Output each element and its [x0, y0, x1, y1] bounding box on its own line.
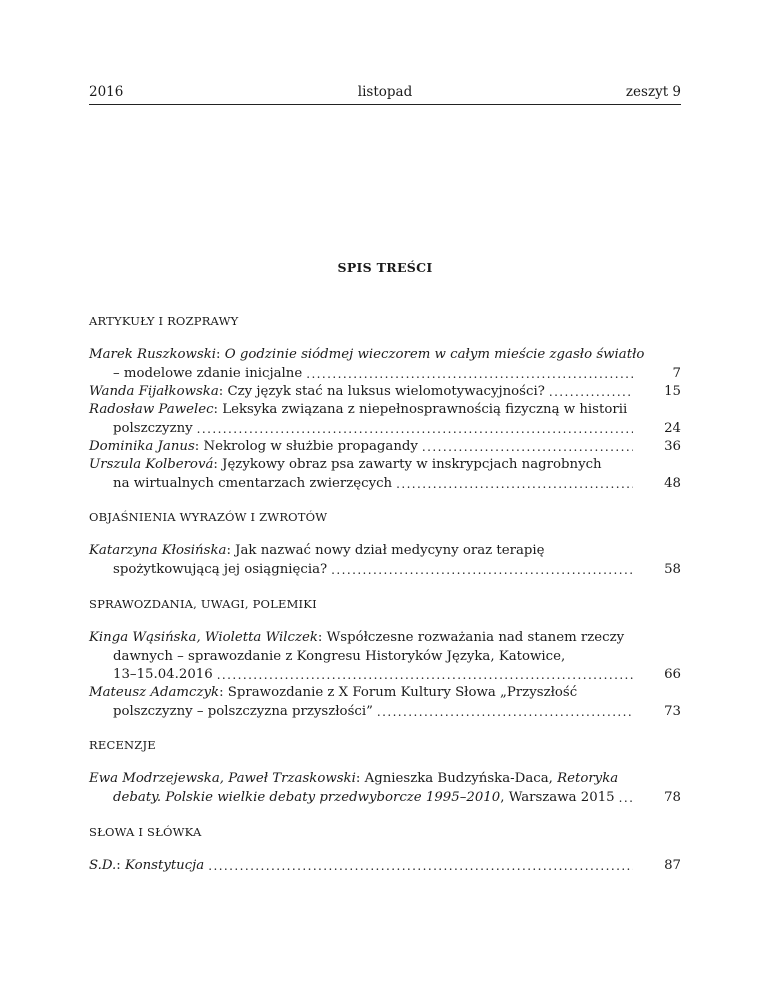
entry-author: Dominika Janus [89, 439, 195, 454]
entry-title-cont: – modelowe zdanie inicjalne [113, 365, 303, 381]
entry-title: Współczesne rozważania nad stanem rzeczy [326, 630, 625, 645]
entry-author: Katarzyna Kłosińska [89, 543, 227, 558]
entry-author: Marek Ruszkowski [89, 347, 217, 362]
entry-page: 66 [664, 667, 681, 682]
entry-page: 48 [664, 475, 681, 491]
entry-author: Urszula Kolberová [89, 457, 214, 472]
toc-entry[interactable]: Mateusz Adamczyk: Sprawozdanie z X Forum Kultury Słowa „Przyszłość polszczyzny – polszczyzna przyszłości” . . . 73 [89, 684, 681, 721]
entry-page: 15 [664, 384, 681, 399]
leader-dots [422, 438, 633, 457]
leader-dots [331, 561, 633, 580]
entry-author: Wanda Fijałkowska [89, 384, 219, 399]
entry-page: 73 [664, 703, 681, 719]
section-heading-articles: ARTYKUŁY I ROZPRAWY [89, 314, 239, 328]
entry-author: S.D. [89, 858, 117, 873]
entry-title-cont: na wirtualnych cmentarzach zwierzęcych [113, 475, 393, 491]
entry-title-italic: debaty. Polskie wielkie debaty przedwyborcze 1995–2010 [113, 789, 501, 805]
entry-title-cont: dawnych – sprawozdanie z Kongresu Historyków Języka, Katowice, [113, 648, 566, 664]
entry-page: 24 [664, 420, 681, 436]
entry-title: Konstytucja [125, 858, 205, 873]
leader-dots [197, 420, 633, 439]
entry-title: O godzinie siódmej wieczorem w całym mieście zgasło światło [224, 347, 645, 362]
toc-entry[interactable]: Radosław Pawelec: Leksyka związana z niepełnosprawnością fizyczną w historii polszczyzny . . . 24 [89, 401, 681, 438]
leader-dots [306, 365, 633, 384]
entry-author: Ewa Modrzejewska, Paweł Trzaskowski [89, 771, 356, 786]
entry-title: Czy język stać na luksus wielomotywacyjności? [227, 384, 545, 399]
leader-dots [217, 666, 633, 685]
section-heading-reviews: RECENZJE [89, 738, 156, 752]
toc-entry[interactable]: Dominika Janus: Nekrolog w służbie propagandy . . . 36 [89, 438, 681, 457]
entry-title-cont: , Warszawa 2015 [500, 789, 615, 805]
header-month: listopad [357, 84, 413, 100]
entry-title: Nekrolog w służbie propagandy [203, 439, 418, 454]
entry-title-italic: Retoryka [557, 771, 619, 786]
toc-entry[interactable]: Ewa Modrzejewska, Paweł Trzaskowski: Agnieszka Budzyńska-Daca, Retoryka debaty. Polskie wielkie debaty przedwyborcze 1995–2010, Warszawa 2015 . . . 78 [89, 770, 681, 807]
entry-page: 78 [664, 789, 681, 805]
entry-title-cont: 13–15.04.2016 [113, 667, 213, 682]
entry-title-cont: polszczyzny – polszczyzna przyszłości” [113, 703, 373, 719]
section-heading-explanations: OBJAŚNIENIA WYRAZÓW I ZWROTÓW [89, 510, 328, 524]
header-year: 2016 [89, 84, 124, 100]
leader-dots [208, 857, 633, 876]
entry-title-cont: polszczyzny [113, 420, 193, 436]
entry-author: Mateusz Adamczyk [89, 685, 220, 700]
toc-entry[interactable]: Wanda Fijałkowska: Czy język stać na luksus wielomotywacyjności? . . . 15 [89, 383, 681, 402]
leader-dots [549, 383, 633, 402]
leader-dots [377, 703, 633, 722]
entry-author: Radosław Pawelec [89, 402, 214, 417]
leader-dots [396, 475, 633, 494]
entry-author: Kinga Wąsińska, Wioletta Wilczek [89, 630, 318, 645]
toc-title: SPIS TREŚCI [337, 260, 433, 275]
entry-page: 36 [664, 439, 681, 454]
toc-entry[interactable]: Marek Ruszkowski: O godzinie siódmej wieczorem w całym mieście zgasło światło – modelowe zdanie inicjalne . . . 7 [89, 346, 681, 383]
section-heading-words: SŁOWA I SŁÓWKA [89, 825, 202, 839]
toc-entry[interactable]: S.D.: Konstytucja . . . 87 [89, 857, 681, 876]
leader-dots [619, 789, 633, 808]
section-heading-reports: SPRAWOZDANIA, UWAGI, POLEMIKI [89, 597, 317, 611]
entry-title-cont: spożytkowującą jej osiągnięcia? [113, 561, 328, 577]
entry-page: 7 [672, 365, 681, 381]
running-header [89, 84, 681, 105]
entry-title: Jak nazwać nowy dział medycyny oraz terapię [235, 543, 545, 558]
header-issue: zeszyt 9 [625, 84, 681, 100]
toc-entry[interactable]: Urszula Kolberová: Językowy obraz psa zawarty w inskrypcjach nagrobnych na wirtualnych cmentarzach zwierzęcych . . . 48 [89, 456, 681, 493]
entry-title: Leksyka związana z niepełnosprawnością fizyczną w historii [222, 402, 628, 417]
entry-title: Językowy obraz psa zawarty w inskrypcjach nagrobnych [222, 457, 602, 472]
entry-title: Agnieszka Budzyńska-Daca, [364, 771, 553, 786]
toc-entry[interactable]: Kinga Wąsińska, Wioletta Wilczek: Współczesne rozważania nad stanem rzeczy dawnych – sprawozdanie z Kongresu Historyków Języka, Katowice, 13–15.04.2016 . . . 66 [89, 629, 681, 685]
entry-page: 58 [664, 561, 681, 577]
entry-page: 87 [664, 858, 681, 873]
toc-entry[interactable]: Katarzyna Kłosińska: Jak nazwać nowy dział medycyny oraz terapię spożytkowującą jej osiągnięcia? . . . 58 [89, 542, 681, 579]
entry-title: Sprawozdanie z X Forum Kultury Słowa „Przyszłość [227, 685, 578, 700]
